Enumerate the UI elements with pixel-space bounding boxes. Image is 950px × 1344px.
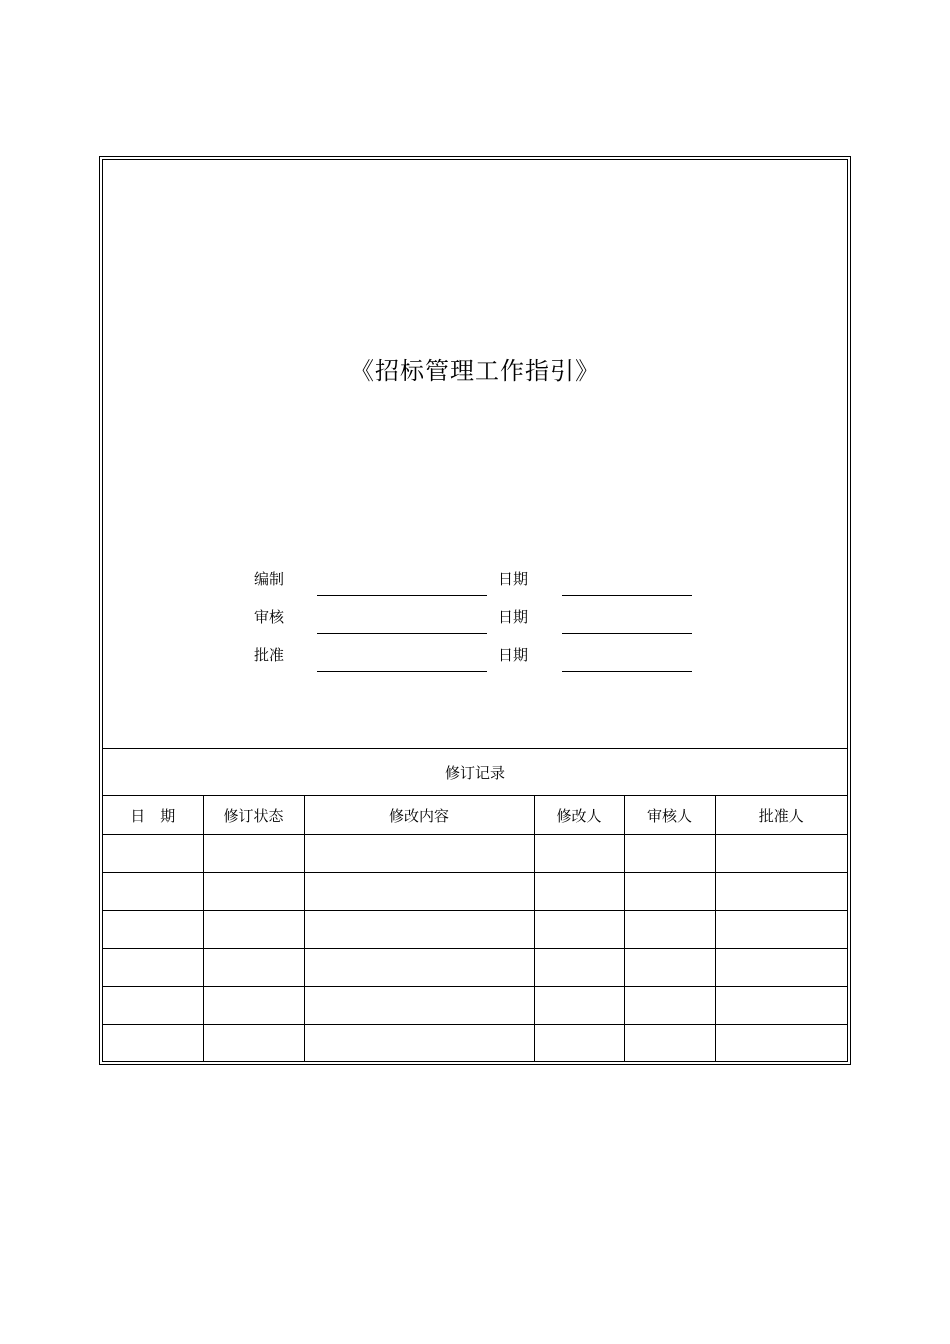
signature-line [317, 671, 487, 672]
table-row [103, 911, 847, 949]
table-row [103, 873, 847, 911]
table-cell [203, 911, 304, 949]
date-label: 日期 [498, 646, 529, 664]
table-cell [624, 987, 715, 1025]
revision-caption-row [103, 749, 847, 796]
signoff-label: 审核 [254, 608, 285, 626]
revision-record-table [103, 749, 847, 1062]
table-cell [304, 949, 534, 987]
table-cell [103, 873, 203, 911]
table-cell [103, 1025, 203, 1063]
signoff-label: 编制 [254, 570, 285, 588]
table-cell [534, 911, 624, 949]
table-cell [534, 873, 624, 911]
signoff-row-reviewed [103, 607, 847, 645]
signoff-label: 批准 [254, 646, 285, 664]
table-cell [304, 835, 534, 873]
revision-caption: 修订记录 [103, 749, 847, 796]
table-cell [534, 949, 624, 987]
table-cell [715, 873, 847, 911]
table-row [103, 835, 847, 873]
table-cell [304, 1025, 534, 1063]
date-line [562, 671, 692, 672]
table-cell [203, 835, 304, 873]
column-header-date: 日 期 [103, 796, 203, 835]
table-cell [624, 835, 715, 873]
table-cell [304, 987, 534, 1025]
table-cell [103, 949, 203, 987]
table-cell [203, 949, 304, 987]
date-line [562, 633, 692, 634]
table-cell [103, 911, 203, 949]
date-label: 日期 [498, 570, 529, 588]
column-header-reviewed-by: 审核人 [624, 796, 715, 835]
table-cell [624, 873, 715, 911]
signature-line [317, 595, 487, 596]
table-cell [304, 873, 534, 911]
column-header-revision-status: 修订状态 [203, 796, 304, 835]
table-cell [715, 949, 847, 987]
cover-section [103, 160, 847, 749]
table-cell [534, 835, 624, 873]
table-cell [103, 835, 203, 873]
table-cell [203, 873, 304, 911]
table-cell [715, 1025, 847, 1063]
table-cell [715, 835, 847, 873]
table-cell [624, 949, 715, 987]
document-frame-inner [102, 159, 848, 1062]
document-title: 《招标管理工作指引》 [350, 357, 600, 385]
column-header-change-content: 修改内容 [304, 796, 534, 835]
table-row [103, 1025, 847, 1063]
column-header-approved-by: 批准人 [715, 796, 847, 835]
table-row [103, 949, 847, 987]
table-cell [203, 987, 304, 1025]
table-cell [103, 987, 203, 1025]
table-cell [534, 987, 624, 1025]
table-cell [624, 1025, 715, 1063]
document-frame [99, 156, 851, 1065]
table-cell [304, 911, 534, 949]
column-header-modified-by: 修改人 [534, 796, 624, 835]
table-row [103, 987, 847, 1025]
table-cell [624, 911, 715, 949]
table-cell [715, 987, 847, 1025]
signoff-row-approved [103, 645, 847, 683]
signoff-row-prepared [103, 569, 847, 607]
table-cell [534, 1025, 624, 1063]
date-line [562, 595, 692, 596]
table-cell [203, 1025, 304, 1063]
date-label: 日期 [498, 608, 529, 626]
signature-line [317, 633, 487, 634]
revision-header-row [103, 796, 847, 835]
table-cell [715, 911, 847, 949]
